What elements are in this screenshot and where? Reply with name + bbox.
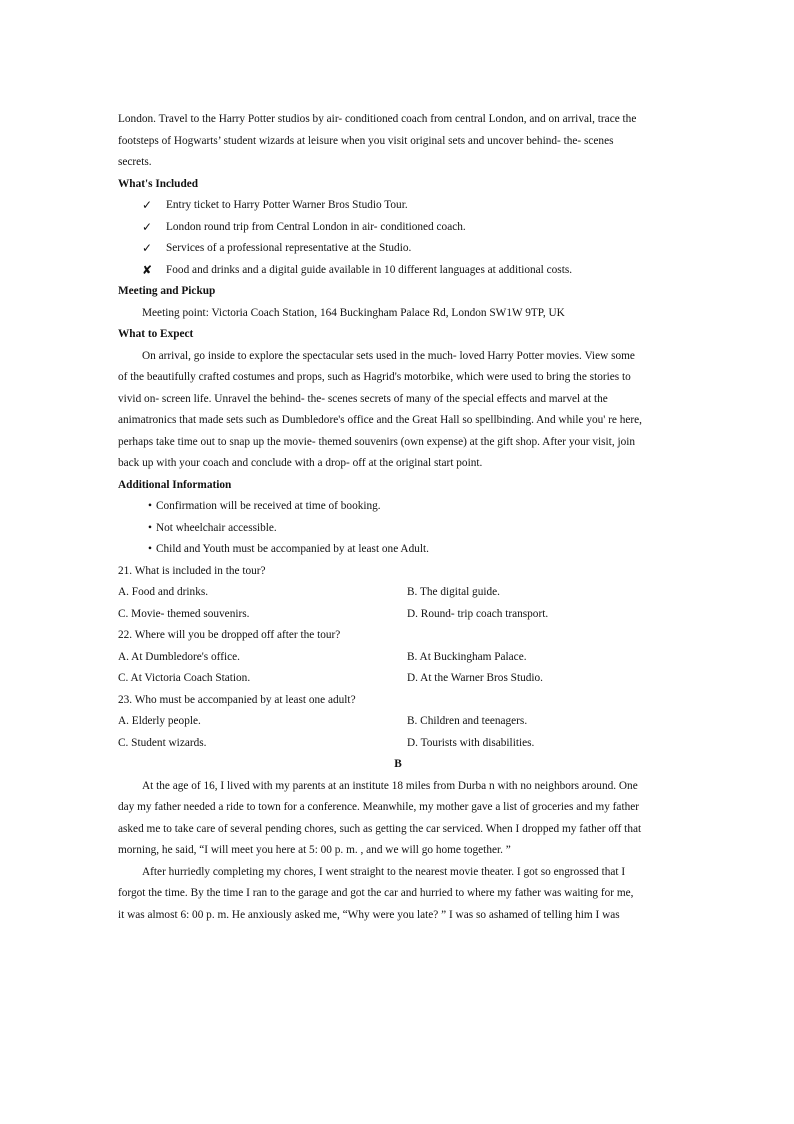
additional-item — [118, 518, 678, 540]
additional-item-text: Confirmation will be received at time of booking. — [156, 500, 381, 512]
check-icon: ✓ — [142, 198, 153, 212]
option-d: D. Round- trip coach transport. — [407, 607, 549, 620]
additional-item-text: Not wheelchair accessible. — [156, 521, 277, 534]
additional-item — [118, 539, 678, 561]
excluded-item-text: Food and drinks and a digital guide available in 10 different languages at additional costs. — [166, 263, 573, 276]
expect-heading: What to Expect — [118, 328, 194, 340]
included-item — [118, 217, 678, 239]
included-heading: What's Included — [118, 177, 199, 190]
expect-line: perhaps take time out to snap up the movie- themed souvenirs (own expense) at the gift shop. After your visit, join — [118, 435, 636, 448]
option-c: C. Student wizards. — [118, 736, 207, 749]
expect-line: vivid on- screen life. Unravel the behind- the- scenes secrets of many of the special effects and marvel at the — [118, 392, 608, 405]
option-c: C. At Victoria Coach Station. — [118, 672, 251, 684]
bullet-icon: • — [148, 500, 152, 512]
excluded-item — [118, 260, 678, 282]
option-c: C. Movie- themed souvenirs. — [118, 607, 250, 620]
options-row — [118, 582, 678, 604]
option-b: B. Children and teenagers. — [407, 715, 528, 727]
meeting-heading: Meeting and Pickup — [118, 285, 216, 297]
passage-line: it was almost 6: 00 p. m. He anxiously asked me, “Why were you late? ” I was so ashamed of telling him I was — [118, 908, 620, 921]
additional-item — [118, 496, 678, 518]
option-d: D. At the Warner Bros Studio. — [407, 672, 544, 684]
intro-line: footsteps of Hogwarts’ student wizards at leisure when you visit original sets and uncover behind- the- scenes — [118, 134, 614, 147]
included-item — [118, 238, 678, 260]
option-b: B. At Buckingham Palace. — [407, 650, 527, 663]
options-row — [118, 733, 678, 755]
expect-line: On arrival, go inside to explore the spectacular sets used in the much- loved Harry Potter movies. View some — [142, 349, 635, 362]
intro-line: secrets. — [118, 156, 152, 168]
options-row — [118, 711, 678, 733]
question-21: 21. What is included in the tour? — [118, 564, 266, 577]
option-a: A. At Dumbledore's office. — [118, 650, 240, 663]
option-b: B. The digital guide. — [407, 586, 500, 598]
bullet-icon: • — [148, 543, 152, 555]
passage-line: morning, he said, “I will meet you here at 5: 00 p. m. , and we will go home together. ” — [118, 844, 511, 856]
passage-line: At the age of 16, I lived with my parents at an institute 18 miles from Durba n with no neighbors around. One — [142, 779, 638, 792]
question-23: 23. Who must be accompanied by at least one adult? — [118, 693, 356, 706]
expect-line: animatronics that made sets such as Dumbledore's office and the Great Hall so spellbinding. And while you' re here, — [118, 414, 643, 426]
check-icon: ✓ — [142, 241, 153, 255]
included-item — [118, 195, 678, 217]
cross-icon: ✘ — [142, 262, 153, 277]
document-page — [118, 109, 678, 926]
additional-item-text: Child and Youth must be accompanied by at least one Adult. — [156, 543, 429, 555]
option-a: A. Elderly people. — [118, 715, 201, 727]
included-item-text: London round trip from Central London in air- conditioned coach. — [166, 220, 466, 233]
check-icon: ✓ — [142, 219, 153, 234]
options-row — [118, 668, 678, 690]
options-row — [118, 647, 678, 669]
expect-line: of the beautifully crafted costumes and props, such as Hagrid's motorbike, which were used to bring the stories to — [118, 371, 631, 383]
included-item-text: Services of a professional representative at the Studio. — [166, 242, 412, 254]
expect-line: back up with your coach and conclude with a drop- off at the original start point. — [118, 457, 483, 469]
passage-line: forgot the time. By the time I ran to the garage and got the car and hurried to where my father was waiting for me, — [118, 887, 634, 899]
options-row — [118, 604, 678, 626]
section-b-label: B — [394, 758, 402, 770]
question-22: 22. Where will you be dropped off after the tour? — [118, 629, 341, 641]
option-d: D. Tourists with disabilities. — [407, 736, 535, 749]
option-a: A. Food and drinks. — [118, 586, 209, 598]
additional-heading: Additional Information — [118, 478, 232, 491]
intro-line: London. Travel to the Harry Potter studios by air- conditioned coach from central London, and on arrival, trace the — [118, 113, 637, 125]
meeting-text: Meeting point: Victoria Coach Station, 164 Buckingham Palace Rd, London SW1W 9TP, UK — [142, 306, 565, 319]
included-item-text: Entry ticket to Harry Potter Warner Bros Studio Tour. — [166, 199, 408, 211]
passage-line: After hurriedly completing my chores, I went straight to the nearest movie theater. I got so engrossed that I — [142, 865, 626, 878]
bullet-icon: • — [148, 521, 152, 534]
passage-line: asked me to take care of several pending chores, such as getting the car serviced. When I dropped my father off that — [118, 822, 642, 835]
passage-line: day my father needed a ride to town for a conference. Meanwhile, my mother gave a list of groceries and my father — [118, 801, 640, 813]
